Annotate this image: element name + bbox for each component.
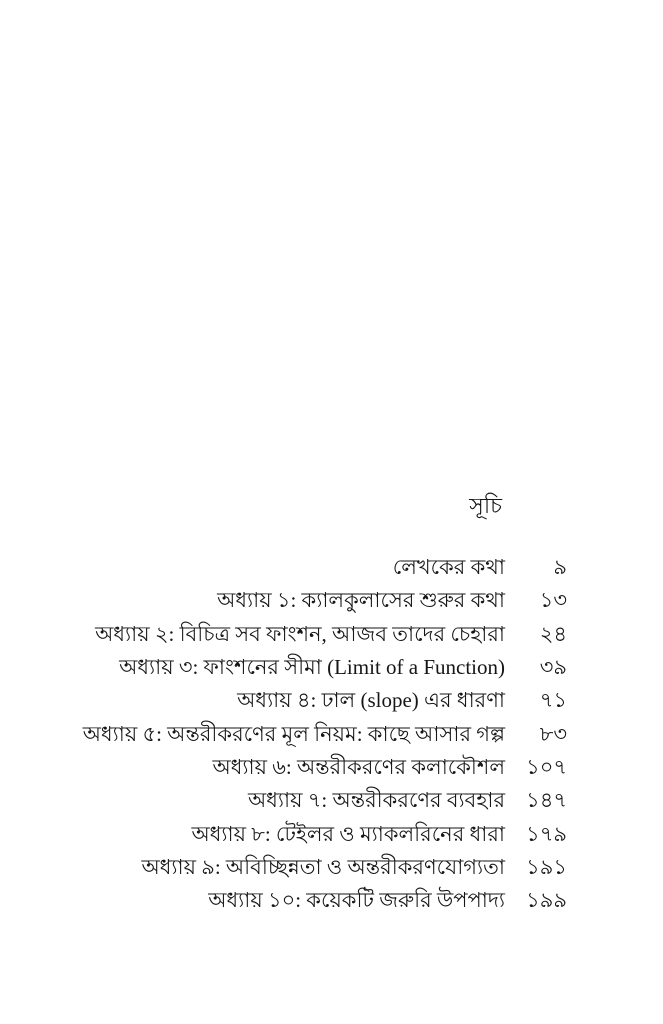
toc-entry-label: অধ্যায় ৮: টেইলর ও ম্যাকলরিনের ধারা (191, 821, 505, 846)
toc-entry (60, 552, 567, 585)
toc-entry-label: অধ্যায় ৪: ঢাল (slope) এর ধারণা (237, 688, 505, 713)
toc-entry (60, 685, 567, 718)
toc-entry (60, 785, 567, 818)
toc-list (60, 552, 567, 918)
toc-entry-label: অধ্যায় ১০: কয়েকটি জরুরি উপপাদ্য (208, 888, 505, 913)
toc-entry (60, 619, 567, 652)
toc-entry (60, 718, 567, 751)
toc-entry-label: অধ্যায় ২: বিচিত্র সব ফাংশন, আজব তাদের চেহারা (95, 621, 505, 646)
toc-entry-label: অধ্যায় ৬: অন্তরীকরণের কলাকৌশল (212, 754, 505, 779)
toc-entry (60, 585, 567, 618)
toc-entry-label: লেখকের কথা (392, 555, 505, 580)
toc-entry (60, 852, 567, 885)
toc-entry (60, 818, 567, 851)
toc-entry-page-number: ১৯১ (526, 854, 567, 879)
toc-entry-label: অধ্যায় ৭: অন্তরীকরণের ব্যবহার (247, 788, 505, 813)
toc-entry-page-number: ৩৯ (539, 655, 567, 680)
toc-entry-page-number: ১৩ (539, 588, 567, 613)
toc-entry-page-number: ১৭৯ (526, 821, 567, 846)
toc-entry-page-number: ৭১ (539, 688, 567, 713)
toc-entry-page-number: ৯ (553, 555, 567, 580)
toc-entry-label: অধ্যায় ১: ক্যালকুলাসের শুরুর কথা (217, 588, 505, 613)
toc-entry-page-number: ১৪৭ (526, 788, 567, 813)
page-title: সূচি (469, 493, 502, 518)
toc-entry (60, 885, 567, 918)
toc-entry-label: অধ্যায় ৫: অন্তরীকরণের মূল নিয়ম: কাছে আসার গল্প (82, 721, 505, 746)
toc-entry-page-number: ১৯৯ (526, 888, 567, 913)
toc-entry (60, 652, 567, 685)
toc-entry-page-number: ২৪ (539, 621, 567, 646)
toc-entry-page-number: ১০৭ (526, 754, 567, 779)
toc-entry (60, 752, 567, 785)
toc-entry-page-number: ৮৩ (539, 721, 567, 746)
toc-entry-label: অধ্যায় ৩: ফাংশনের সীমা (Limit of a Function) (119, 655, 505, 680)
toc-entry-label: অধ্যায় ৯: অবিচ্ছিন্নতা ও অন্তরীকরণযোগ্যতা (141, 854, 505, 879)
